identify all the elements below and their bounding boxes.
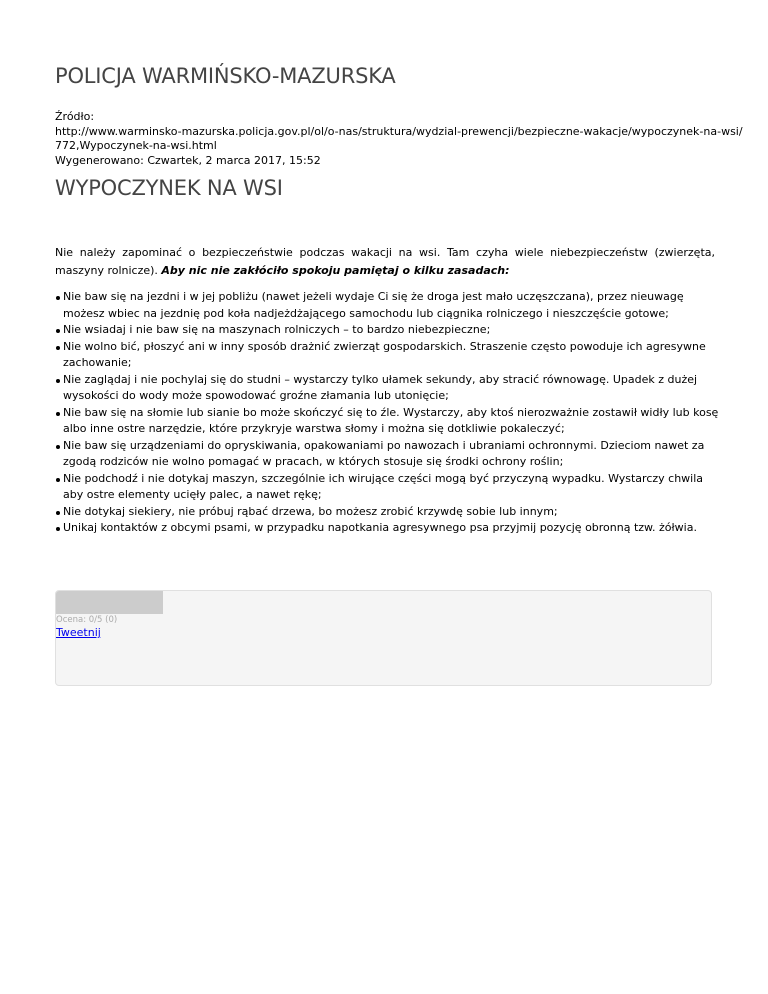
rating-text: Ocena: 0/5 (0) (56, 615, 118, 625)
list-item: Nie podchodź i nie dotykaj maszyn, szczególnie ich wirujące części mogą być przyczyną wypadku. Wystarczy chwila aby ostre elementy ucięły palec, a nawet rękę; (63, 471, 723, 504)
intro-text: Nie należy zapominać o bezpieczeństwie podczas wakacji na wsi. Tam czyha wiele niebezpieczeństw (zwierzęta, maszyny rolnicze). (55, 246, 715, 277)
list-item: Nie zaglądaj i nie pochylaj się do studni – wystarczy tylko ułamek sekundy, aby stracić równowagę. Upadek z dużej wysokości do wody może spowodować groźne złamania lub utonięcie; (63, 372, 723, 405)
tweet-link[interactable]: Tweetnij (56, 626, 101, 639)
article-title: WYPOCZYNEK NA WSI (55, 176, 283, 200)
intro-emphasis: Aby nic nie zakłóciło spokoju pamiętaj o kilku zasadach: (161, 263, 510, 277)
rating-stars-bar[interactable] (56, 591, 163, 614)
source-url-line-1: http://www.warminsko-mazurska.policja.gov.pl/ol/o-nas/struktura/wydzial-prewencji/bezpieczne-wakacje/wypoczynek-na-wsi/ (55, 124, 743, 138)
list-item: Nie baw się na jezdni i w jej pobliżu (nawet jeżeli wydaje Ci się że droga jest mało uczęszczana), przez nieuwagę możesz wbiec na jezdnię pod koła nadjeżdżającego samochodu lub ciągnika rolniczego i nieszczęście gotowe; (63, 289, 723, 322)
site-title: POLICJA WARMIŃSKO-MAZURSKA (55, 64, 396, 88)
list-item: Nie dotykaj siekiery, nie próbuj rąbać drzewa, bo możesz zrobić krzywdę sobie lub innym; (63, 504, 723, 521)
generated-date: Wygenerowano: Czwartek, 2 marca 2017, 15:52 (55, 153, 321, 167)
list-item: Unikaj kontaktów z obcymi psami, w przypadku napotkania agresywnego psa przyjmij pozycję obronną tzw. żółwia. (63, 520, 723, 537)
source-label: Źródło: (55, 110, 95, 123)
safety-rules-list (55, 289, 723, 537)
rating-panel (55, 590, 712, 686)
list-item: Nie wsiadaj i nie baw się na maszynach rolniczych – to bardzo niebezpieczne; (63, 322, 723, 339)
list-item: Nie baw się urządzeniami do opryskiwania, opakowaniami po nawozach i ubraniami ochronnymi. Dzieciom nawet za zgodą rodziców nie wolno pomagać w pracach, w których stosuje się środki ochrony roślin; (63, 438, 723, 471)
list-item: Nie wolno bić, płoszyć ani w inny sposób drażnić zwierząt gospodarskich. Straszenie często powoduje ich agresywne zachowanie; (63, 339, 723, 372)
source-url-line-2: 772,Wypoczynek-na-wsi.html (55, 139, 217, 152)
list-item: Nie baw się na słomie lub sianie bo może skończyć się to źle. Wystarczy, aby ktoś nierozważnie zostawił widły lub kosę albo inne ostre narzędzie, które przykryje warstwa słomy i można się dotkliwie pokaleczyć; (63, 405, 723, 438)
article-intro (55, 244, 715, 279)
source-info (55, 110, 743, 168)
